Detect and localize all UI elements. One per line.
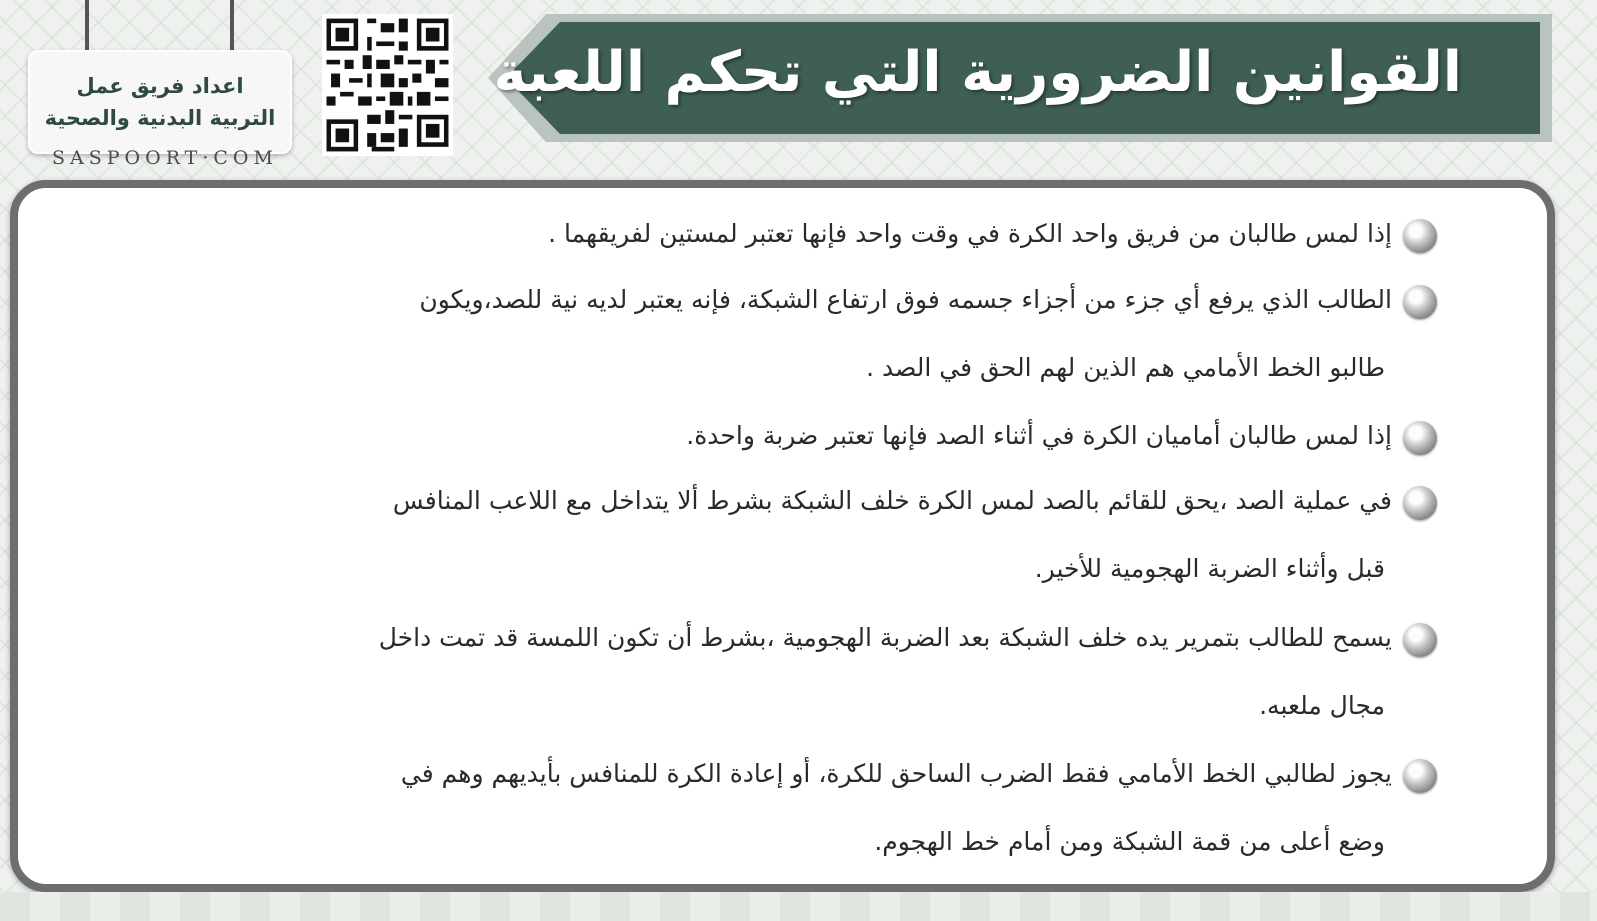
rule-text-line: طالبو الخط الأمامي هم الذين لهم الحق في الصد . <box>866 353 1385 382</box>
title-banner <box>488 14 1552 142</box>
hanging-cord-left <box>85 0 89 52</box>
rule-bullet-icon <box>1403 486 1437 520</box>
rule-text-line: إذا لمس طالبان أماميان الكرة في أثناء الصد فإنها تعتبر ضربة واحدة. <box>686 421 1392 450</box>
rule-bullet-icon <box>1403 759 1437 793</box>
credit-card <box>28 50 292 154</box>
rule-text-line: إذا لمس طالبان من فريق واحد الكرة في وقت واحد فإنها تعتبر لمستين لفريقهما . <box>548 219 1392 248</box>
rule-text-line: يجوز لطالبي الخط الأمامي فقط الضرب الساحق للكرة، أو إعادة الكرة للمنافس بأيديهم وهم في <box>400 759 1392 788</box>
credit-line-1: اعداد فريق عمل <box>76 74 244 98</box>
rule-bullet-icon <box>1403 219 1437 253</box>
hanging-cord-right <box>230 0 234 52</box>
rule-bullet-icon <box>1403 421 1437 455</box>
rule-text-line: قبل وأثناء الضربة الهجومية للأخير. <box>1034 554 1385 583</box>
site-name: SASPOORT·COM <box>52 147 278 169</box>
qr-code-icon[interactable] <box>322 14 453 156</box>
bottom-decorative-border <box>0 892 1597 921</box>
rule-text-line: وضع أعلى من قمة الشبكة ومن أمام خط الهجوم. <box>874 827 1385 856</box>
rule-text-line: يسمح للطالب بتمرير يده خلف الشبكة بعد الضربة الهجومية ،بشرط أن تكون اللمسة قد تمت داخل <box>378 623 1392 652</box>
rule-text-line: مجال ملعبه. <box>1259 691 1385 720</box>
page-title: القوانين الضرورية التي تحكم اللعبة <box>493 40 1462 105</box>
rule-bullet-icon <box>1403 623 1437 657</box>
rule-bullet-icon <box>1403 285 1437 319</box>
rule-text-line: في عملية الصد ،يحق للقائم بالصد لمس الكرة خلف الشبكة بشرط ألا يتداخل مع اللاعب المنافس <box>392 486 1392 515</box>
credit-line-2: التربية البدنية والصحية <box>44 106 276 130</box>
rule-text-line: الطالب الذي يرفع أي جزء من أجزاء جسمه فوق ارتفاع الشبكة، فإنه يعتبر لديه نية للصد،ويكون <box>419 285 1392 314</box>
